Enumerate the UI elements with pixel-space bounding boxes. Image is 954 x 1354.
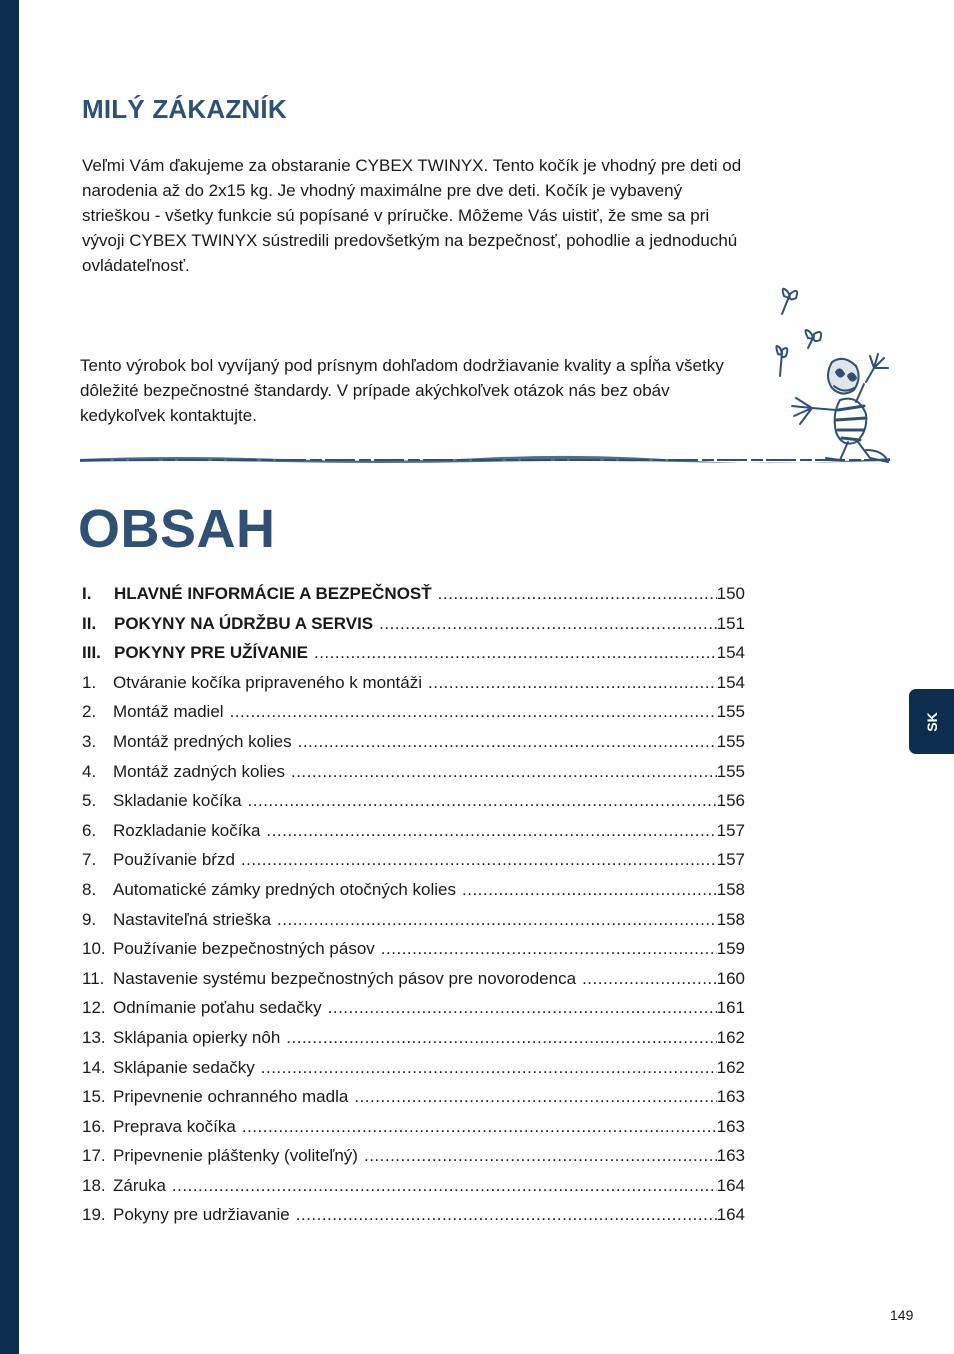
toc-dot-leader xyxy=(266,821,716,841)
toc-entry-page: 155 xyxy=(716,731,745,751)
greeting-title: MILÝ ZÁKAZNÍK xyxy=(82,94,287,124)
toc-entry-page: 164 xyxy=(716,1175,745,1195)
toc-dot-leader xyxy=(438,584,717,604)
toc-entry-title: POKYNY PRE UŽÍVANIE xyxy=(114,643,308,663)
toc-entry-title: Automatické zámky predných otočných kolies xyxy=(113,879,456,899)
toc-entry-page: 151 xyxy=(716,613,745,633)
page-number: 149 xyxy=(890,1307,914,1323)
toc-entry-number: 13. xyxy=(82,1027,106,1047)
toc-entry-number: 7. xyxy=(82,850,97,870)
cartoon-figure-illustration xyxy=(770,282,900,468)
toc-title: OBSAH xyxy=(78,499,276,559)
toc-entry-page: 157 xyxy=(716,850,745,870)
toc-dot-leader xyxy=(261,1058,717,1078)
toc-row[interactable] xyxy=(82,1176,745,1206)
toc-row[interactable] xyxy=(82,1028,745,1058)
toc-entry-number: 14. xyxy=(82,1057,106,1077)
toc-row[interactable] xyxy=(82,910,745,940)
brush-stroke-divider xyxy=(80,452,890,466)
toc-entry-title: Záruka xyxy=(113,1175,166,1195)
language-tab[interactable] xyxy=(909,689,954,754)
toc-entry-page: 156 xyxy=(716,791,745,811)
toc-row[interactable] xyxy=(82,1087,745,1117)
toc-row[interactable] xyxy=(82,998,745,1028)
toc-entry-number: 17. xyxy=(82,1146,106,1166)
toc-entry-page: 161 xyxy=(716,998,745,1018)
toc-dot-leader xyxy=(354,1087,716,1107)
toc-entry-number: I. xyxy=(82,584,92,603)
toc-entry-title: Montáž madiel xyxy=(113,702,224,722)
toc-entry-number: 2. xyxy=(82,702,97,722)
toc-entry-number: 11. xyxy=(82,968,105,988)
toc-entry-title: Nastavenie systému bezpečnostných pásov pre novorodenca xyxy=(113,968,577,988)
toc-row[interactable] xyxy=(82,791,745,821)
toc-entry-number: 10. xyxy=(82,939,106,959)
toc-entry-page: 164 xyxy=(716,1205,745,1225)
toc-entry-number: 3. xyxy=(82,731,97,751)
toc-dot-leader xyxy=(381,939,717,959)
toc-entry-page: 158 xyxy=(716,909,745,929)
toc-dot-leader xyxy=(379,614,716,634)
toc-entry-number: 5. xyxy=(82,791,97,811)
toc-row[interactable] xyxy=(82,1205,745,1235)
toc-dot-leader xyxy=(314,643,717,663)
toc-entry-number: III. xyxy=(82,643,101,663)
toc-entry-number: 1. xyxy=(82,672,97,692)
toc-entry-page: 163 xyxy=(716,1087,745,1107)
toc-dot-leader xyxy=(298,732,717,752)
toc-entry-number: II. xyxy=(82,613,97,633)
toc-entry-title: Montáž predných kolies xyxy=(113,731,292,751)
table-of-contents xyxy=(82,584,745,1235)
toc-row[interactable] xyxy=(82,584,745,614)
toc-entry-title: Montáž zadných kolies xyxy=(113,761,285,781)
toc-entry-title: POKYNY NA ÚDRŽBU A SERVIS xyxy=(114,613,374,633)
toc-dot-leader xyxy=(291,762,717,782)
butterfly-icon xyxy=(782,289,797,314)
toc-entry-number: 15. xyxy=(82,1087,106,1107)
toc-row[interactable] xyxy=(82,821,745,851)
toc-entry-title: Pokyny pre udržiavanie xyxy=(113,1205,290,1225)
toc-dot-leader xyxy=(286,1028,716,1048)
toc-row[interactable] xyxy=(82,850,745,880)
toc-dot-leader xyxy=(296,1205,717,1225)
toc-entry-page: 154 xyxy=(716,672,745,692)
toc-row[interactable] xyxy=(82,673,745,703)
toc-dot-leader xyxy=(242,1117,717,1137)
toc-dot-leader xyxy=(328,998,717,1018)
toc-row[interactable] xyxy=(82,1058,745,1088)
toc-row[interactable] xyxy=(82,939,745,969)
toc-entry-title: Nastaviteľná strieška xyxy=(113,909,272,929)
butterfly-icon xyxy=(805,330,821,348)
toc-row[interactable] xyxy=(82,880,745,910)
toc-dot-leader xyxy=(248,791,717,811)
greeting-paragraph-2: Tento výrobok bol vyvíjaný pod prísnym dohľadom dodržiavanie kvality a spĺňa všetky dôležité bezpečnostné štandardy. V prípade akýchkoľvek otázok nás bez obáv kedykoľvek kontaktujte. xyxy=(80,356,724,425)
toc-dot-leader xyxy=(462,880,717,900)
toc-dot-leader xyxy=(428,673,717,693)
toc-entry-title: Otváranie kočíka pripraveného k montáži xyxy=(113,672,422,692)
toc-entry-title: Rozkladanie kočíka xyxy=(113,820,261,840)
toc-row[interactable] xyxy=(82,762,745,792)
toc-entry-number: 19. xyxy=(82,1205,106,1225)
toc-dot-leader xyxy=(241,850,717,870)
left-edge-bar xyxy=(0,0,19,1354)
toc-entry-page: 154 xyxy=(716,643,745,663)
toc-entry-title: Pripevnenie pláštenky (voliteľný) xyxy=(113,1146,358,1166)
toc-row[interactable] xyxy=(82,1146,745,1176)
toc-entry-title: Preprava kočíka xyxy=(113,1116,236,1136)
toc-dot-leader xyxy=(582,969,717,989)
toc-row[interactable] xyxy=(82,614,745,644)
toc-entry-page: 157 xyxy=(716,820,745,840)
toc-row[interactable] xyxy=(82,702,745,732)
toc-entry-page: 155 xyxy=(716,761,745,781)
toc-entry-page: 162 xyxy=(716,1027,745,1047)
toc-entry-title: HLAVNÉ INFORMÁCIE A BEZPEČNOSŤ xyxy=(114,584,432,603)
toc-entry-title: Pripevnenie ochranného madla xyxy=(113,1087,349,1107)
toc-dot-leader xyxy=(277,910,717,930)
toc-entry-title: Skladanie kočíka xyxy=(113,791,242,811)
toc-entry-page: 158 xyxy=(716,879,745,899)
toc-entry-number: 18. xyxy=(82,1175,106,1195)
butterfly-icon xyxy=(776,346,787,376)
toc-entry-number: 12. xyxy=(82,998,106,1018)
toc-entry-page: 163 xyxy=(716,1116,745,1136)
toc-entry-page: 163 xyxy=(716,1146,745,1166)
toc-entry-page: 150 xyxy=(716,584,745,603)
toc-entry-page: 162 xyxy=(716,1057,745,1077)
greeting-paragraph-1: Veľmi Vám ďakujeme za obstaranie CYBEX TWINYX. Tento kočík je vhodný pre deti od narodenia až do 2x15 kg. Je vhodný maximálne pre dve deti. Kočík je vybavený strieškou - všetky funkcie sú popísané v príručke. Môžeme Vás uistiť, že sme sa pri vývoji CYBEX TWINYX sústredili predovšetkým na bezpečnosť, pohodlie a jednoduchú ovládateľnosť. xyxy=(82,156,742,275)
toc-dot-leader xyxy=(364,1146,717,1166)
toc-entry-title: Odnímanie poťahu sedačky xyxy=(113,998,322,1018)
toc-entry-title: Sklápanie sedačky xyxy=(113,1057,255,1077)
toc-entry-title: Používanie bŕzd xyxy=(113,850,235,870)
toc-row[interactable] xyxy=(82,732,745,762)
toc-entry-number: 9. xyxy=(82,909,97,929)
toc-entry-page: 160 xyxy=(716,968,745,988)
toc-row[interactable] xyxy=(82,643,745,673)
toc-entry-title: Používanie bezpečnostných pásov xyxy=(113,939,375,959)
toc-row[interactable] xyxy=(82,969,745,999)
toc-entry-number: 16. xyxy=(82,1116,106,1136)
toc-dot-leader xyxy=(230,702,717,722)
toc-row[interactable] xyxy=(82,1117,745,1147)
toc-entry-title: Sklápania opierky nôh xyxy=(113,1027,281,1047)
toc-dot-leader xyxy=(172,1176,717,1196)
toc-entry-number: 8. xyxy=(82,879,97,899)
toc-entry-page: 155 xyxy=(716,702,745,722)
toc-entry-page: 159 xyxy=(716,939,745,959)
language-tab-label: SK xyxy=(923,711,940,732)
toc-entry-number: 6. xyxy=(82,820,97,840)
toc-entry-number: 4. xyxy=(82,761,97,781)
